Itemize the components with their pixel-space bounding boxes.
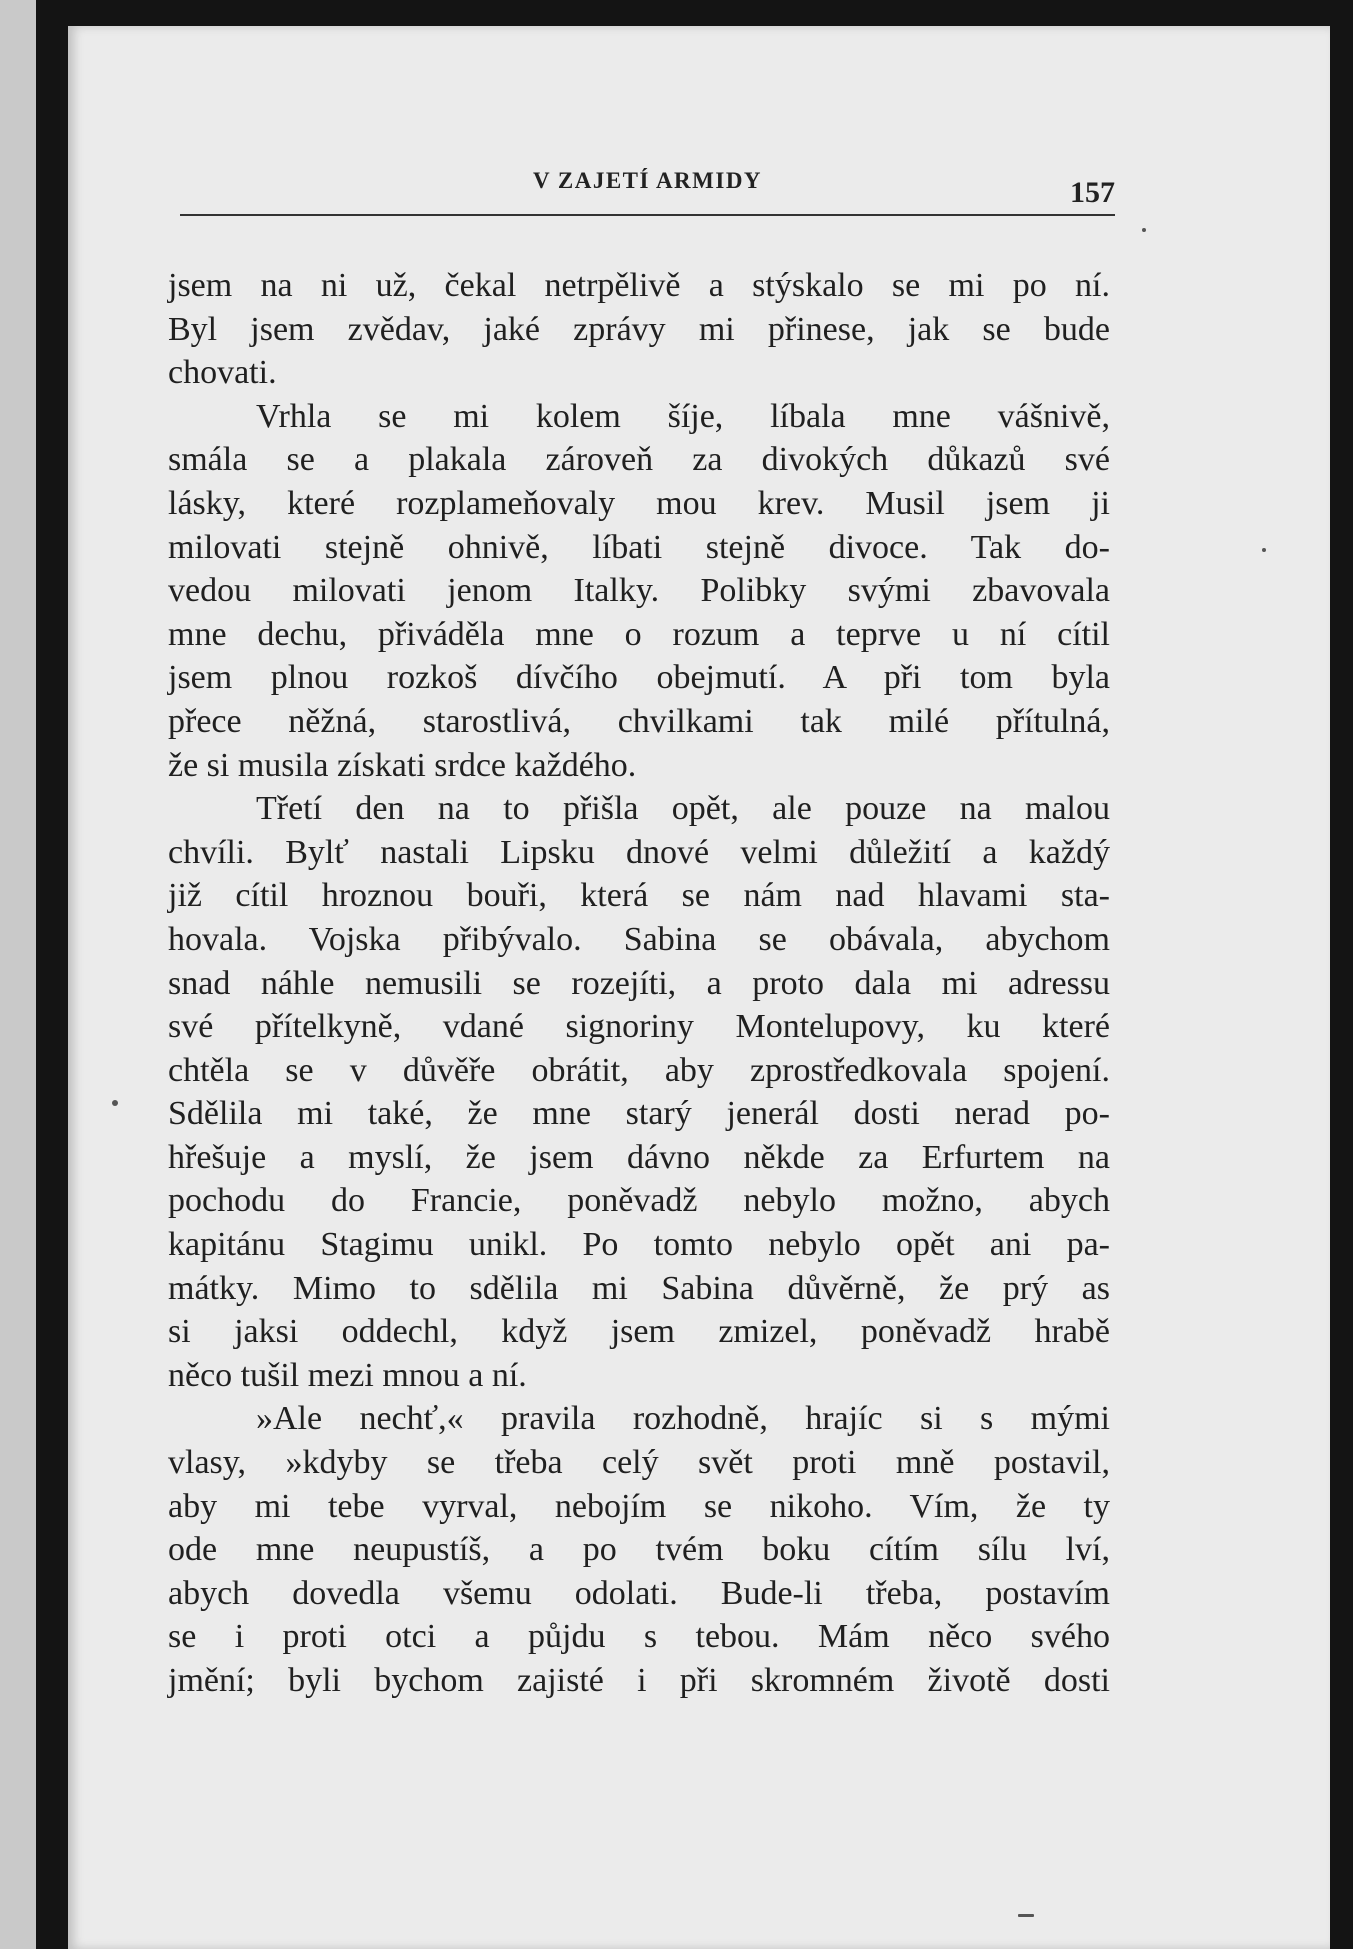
text-line: chovati. — [168, 354, 277, 392]
text-line: něco tušil mezi mnou a ní. — [168, 1356, 527, 1394]
text-line: jsem na ni už, čekal netrpělivě a stýskalo se mi po ní. — [168, 267, 1110, 304]
text-line: lásky, které rozplameňovaly mou krev. Musil jsem ji — [168, 484, 1110, 522]
running-title: V ZAJETÍ ARMIDY — [532, 168, 763, 193]
text-line: Vrhla se mi kolem šíje, líbala mne vášnivě, — [256, 397, 1110, 435]
page-number: 157 — [1070, 176, 1115, 209]
text-line: Sdělila mi také, že mne starý jenerál dosti nerad po- — [168, 1095, 1110, 1133]
text-line: hovala. Vojska přibývalo. Sabina se obávala, abychom — [168, 920, 1110, 958]
paragraph — [168, 787, 1110, 1397]
text-line: jsem plnou rozkoš dívčího obejmutí. A při tom byla — [168, 659, 1110, 697]
text-line: si jaksi oddechl, když jsem zmizel, poněvadž hrabě — [168, 1313, 1110, 1351]
text-line: chvíli. Bylť nastali Lipsku dnové velmi důležití a každý — [168, 833, 1110, 871]
text-line: jmění; byli bychom zajisté i při skromném životě dosti — [168, 1662, 1110, 1699]
adjacent-page-edge — [0, 0, 36, 1949]
text-line: vedou milovati jenom Italky. Polibky svými zbavovala — [168, 572, 1110, 610]
paragraph — [168, 264, 1110, 395]
paragraph — [168, 1397, 1110, 1702]
text-line: smála se a plakala zároveň za divokých důkazů své — [168, 441, 1110, 479]
text-line: mne dechu, přiváděla mne o rozum a teprve u ní cítil — [168, 615, 1110, 653]
text-line: kapitánu Stagimu unikl. Po tomto nebylo opět ani pa- — [168, 1226, 1110, 1264]
body-text — [168, 264, 1110, 1703]
text-line: se i proti otci a půjdu s tebou. Mám něco svého — [168, 1618, 1110, 1656]
text-line: aby mi tebe vyrval, nebojím se nikoho. Vím, že ty — [168, 1487, 1110, 1525]
text-line: »Ale nechť,« pravila rozhodně, hrajíc si s mými — [256, 1400, 1110, 1438]
text-line: hřešuje a myslí, že jsem dávno někde za Erfurtem na — [168, 1138, 1110, 1176]
text-line: ode mne neupustíš, a po tvém boku cítím sílu lví, — [168, 1531, 1110, 1569]
text-line: již cítil hroznou bouři, která se nám nad hlavami sta- — [168, 877, 1110, 915]
text-line: snad náhle nemusili se rozejíti, a proto dala mi adressu — [168, 964, 1110, 1002]
paper-speck — [1018, 1914, 1034, 1917]
text-line: chtěla se v důvěře obrátit, aby zprostředkovala spojení. — [168, 1051, 1110, 1089]
paper-speck — [1262, 548, 1266, 552]
running-header — [180, 164, 1115, 216]
text-line: že si musila získati srdce každého. — [168, 746, 637, 784]
paragraph — [168, 395, 1110, 787]
text-line: mátky. Mimo to sdělila mi Sabina důvěrně, že prý as — [168, 1269, 1110, 1307]
text-line: abych dovedla všemu odolati. Bude-li třeba, postavím — [168, 1574, 1110, 1612]
text-line: pochodu do Francie, poněvadž nebylo možno, abych — [168, 1182, 1110, 1220]
text-line: Třetí den na to přišla opět, ale pouze na malou — [256, 790, 1110, 828]
text-line: vlasy, »kdyby se třeba celý svět proti mně postavil, — [168, 1444, 1110, 1482]
text-line: Byl jsem zvědav, jaké zprávy mi přinese, jak se bude — [168, 310, 1110, 348]
text-line: své přítelkyně, vdané signoriny Montelupovy, ku které — [168, 1008, 1110, 1046]
paper-speck — [112, 1100, 118, 1106]
text-line: milovati stejně ohnivě, líbati stejně divoce. Tak do- — [168, 528, 1110, 566]
paper-speck — [1142, 228, 1146, 232]
text-line: přece něžná, starostlivá, chvilkami tak milé přítulná, — [168, 702, 1110, 740]
